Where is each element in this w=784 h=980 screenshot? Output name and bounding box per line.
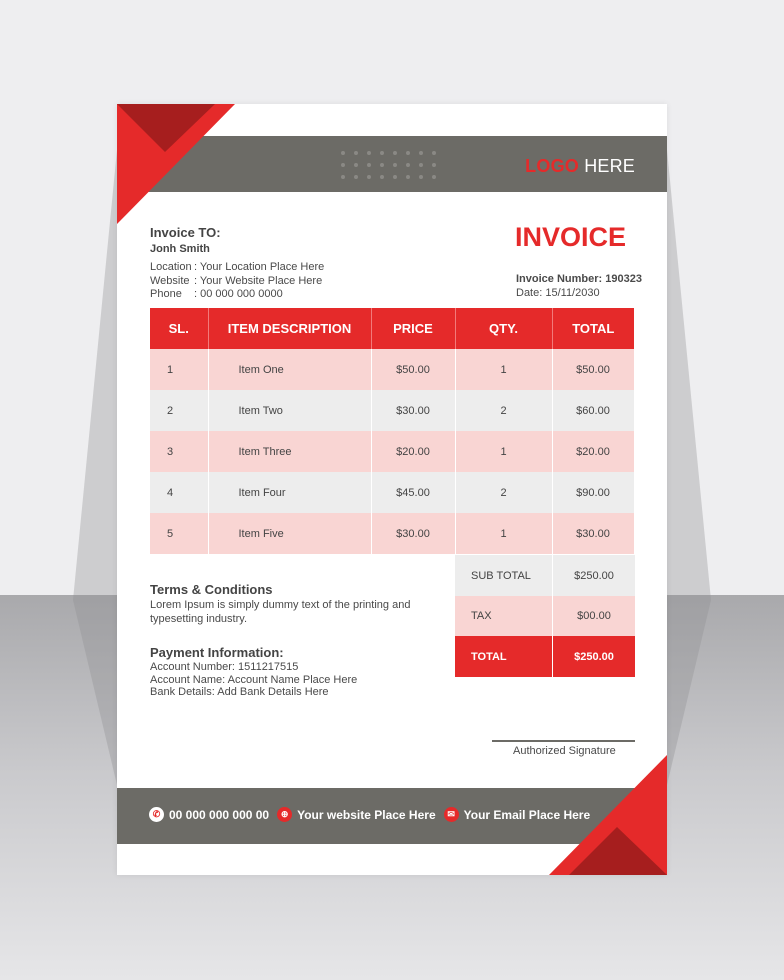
cell-price: $45.00 bbox=[371, 472, 455, 513]
cell-total: $60.00 bbox=[552, 390, 634, 431]
phone-value: : 00 000 000 0000 bbox=[194, 288, 283, 300]
website-row bbox=[150, 275, 324, 289]
items-table bbox=[150, 308, 635, 554]
cell-sl: 3 bbox=[150, 431, 208, 472]
table-row bbox=[150, 513, 634, 554]
table-row bbox=[150, 390, 634, 431]
cell-description: Item Five bbox=[208, 513, 371, 554]
location-label: Location bbox=[150, 261, 192, 273]
header-qty: QTY. bbox=[455, 308, 552, 349]
cell-price: $50.00 bbox=[371, 349, 455, 390]
cell-price: $30.00 bbox=[371, 513, 455, 554]
total-row bbox=[455, 636, 635, 677]
table-row bbox=[150, 349, 634, 390]
logo-text-logo: LOGO bbox=[525, 156, 579, 176]
payment-title: Payment Information: bbox=[150, 645, 284, 660]
account-name: Account Name: Account Name Place Here bbox=[150, 673, 358, 686]
total-label: TOTAL bbox=[471, 650, 507, 663]
tax-value: $00.00 bbox=[552, 596, 635, 636]
table-row bbox=[150, 431, 634, 472]
corner-decoration-bottom-right bbox=[549, 755, 667, 875]
subtotal-row bbox=[455, 555, 635, 596]
cell-total: $90.00 bbox=[552, 472, 634, 513]
signature-line bbox=[492, 740, 635, 742]
invoice-meta bbox=[516, 272, 642, 300]
cell-price: $20.00 bbox=[371, 431, 455, 472]
cell-qty: 2 bbox=[455, 390, 552, 431]
cell-total: $20.00 bbox=[552, 431, 634, 472]
corner-decoration-top-left bbox=[117, 104, 247, 234]
location-row bbox=[150, 261, 324, 275]
cell-qty: 2 bbox=[455, 472, 552, 513]
terms-title: Terms & Conditions bbox=[150, 582, 273, 597]
invoice-title: INVOICE bbox=[515, 222, 627, 252]
cell-sl: 1 bbox=[150, 349, 208, 390]
subtotal-value: $250.00 bbox=[552, 555, 635, 596]
footer-email-text: Your Email Place Here bbox=[463, 807, 591, 822]
cell-sl: 4 bbox=[150, 472, 208, 513]
cell-price: $30.00 bbox=[371, 390, 455, 431]
client-name: Jonh Smith bbox=[150, 243, 210, 255]
website-value: : Your Website Place Here bbox=[194, 274, 323, 287]
phone-row bbox=[150, 288, 324, 302]
email-icon: ✉ bbox=[444, 807, 459, 822]
account-number: Account Number: 1511217515 bbox=[150, 661, 299, 673]
tax-label: TAX bbox=[471, 610, 492, 622]
header-item-description: ITEM DESCRIPTION bbox=[208, 308, 371, 349]
cell-qty: 1 bbox=[455, 431, 552, 472]
cell-description: Item Two bbox=[208, 390, 371, 431]
logo bbox=[525, 156, 635, 177]
footer-contacts bbox=[149, 807, 598, 822]
terms-line-1: Lorem Ipsum is simply dummy text of the printing and bbox=[150, 599, 411, 611]
invoice-date: Date: 15/11/2030 bbox=[516, 287, 600, 299]
header-sl: SL. bbox=[150, 308, 208, 349]
cell-total: $50.00 bbox=[552, 349, 634, 390]
tax-row bbox=[455, 596, 635, 636]
subtotal-label: SUB TOTAL bbox=[471, 569, 531, 582]
table-row bbox=[150, 472, 634, 513]
footer-phone bbox=[149, 807, 269, 822]
cell-qty: 1 bbox=[455, 513, 552, 554]
invoice-page bbox=[117, 104, 667, 875]
logo-text-here: HERE bbox=[584, 156, 635, 176]
header-total: TOTAL bbox=[552, 308, 634, 349]
cell-qty: 1 bbox=[455, 349, 552, 390]
terms-line-2: typesetting industry. bbox=[150, 612, 248, 625]
invoice-number: Invoice Number: 190323 bbox=[516, 273, 642, 285]
bill-to-title: Invoice TO: bbox=[150, 225, 221, 240]
header-price: PRICE bbox=[371, 308, 455, 349]
bank-details: Bank Details: Add Bank Details Here bbox=[150, 686, 329, 698]
globe-icon: ⊕ bbox=[277, 807, 292, 822]
footer-phone-text: 00 000 000 000 00 bbox=[169, 807, 270, 822]
footer-website-text: Your website Place Here bbox=[297, 807, 436, 822]
bill-to-block bbox=[150, 225, 324, 302]
terms-block bbox=[150, 582, 420, 626]
cell-description: Item Three bbox=[208, 431, 371, 472]
signature-label: Authorized Signature bbox=[513, 745, 616, 757]
phone-label: Phone bbox=[150, 288, 182, 300]
website-label: Website bbox=[150, 274, 190, 287]
table-header-row bbox=[150, 308, 634, 349]
cell-sl: 5 bbox=[150, 513, 208, 554]
cell-sl: 2 bbox=[150, 390, 208, 431]
footer-website bbox=[277, 807, 436, 822]
total-value: $250.00 bbox=[552, 636, 635, 677]
payment-block bbox=[150, 645, 357, 699]
cell-total: $30.00 bbox=[552, 513, 634, 554]
phone-icon: ✆ bbox=[149, 807, 164, 822]
dot-pattern bbox=[339, 149, 449, 181]
cell-description: Item Four bbox=[208, 472, 371, 513]
cell-description: Item One bbox=[208, 349, 371, 390]
location-value: : Your Location Place Here bbox=[194, 261, 325, 273]
